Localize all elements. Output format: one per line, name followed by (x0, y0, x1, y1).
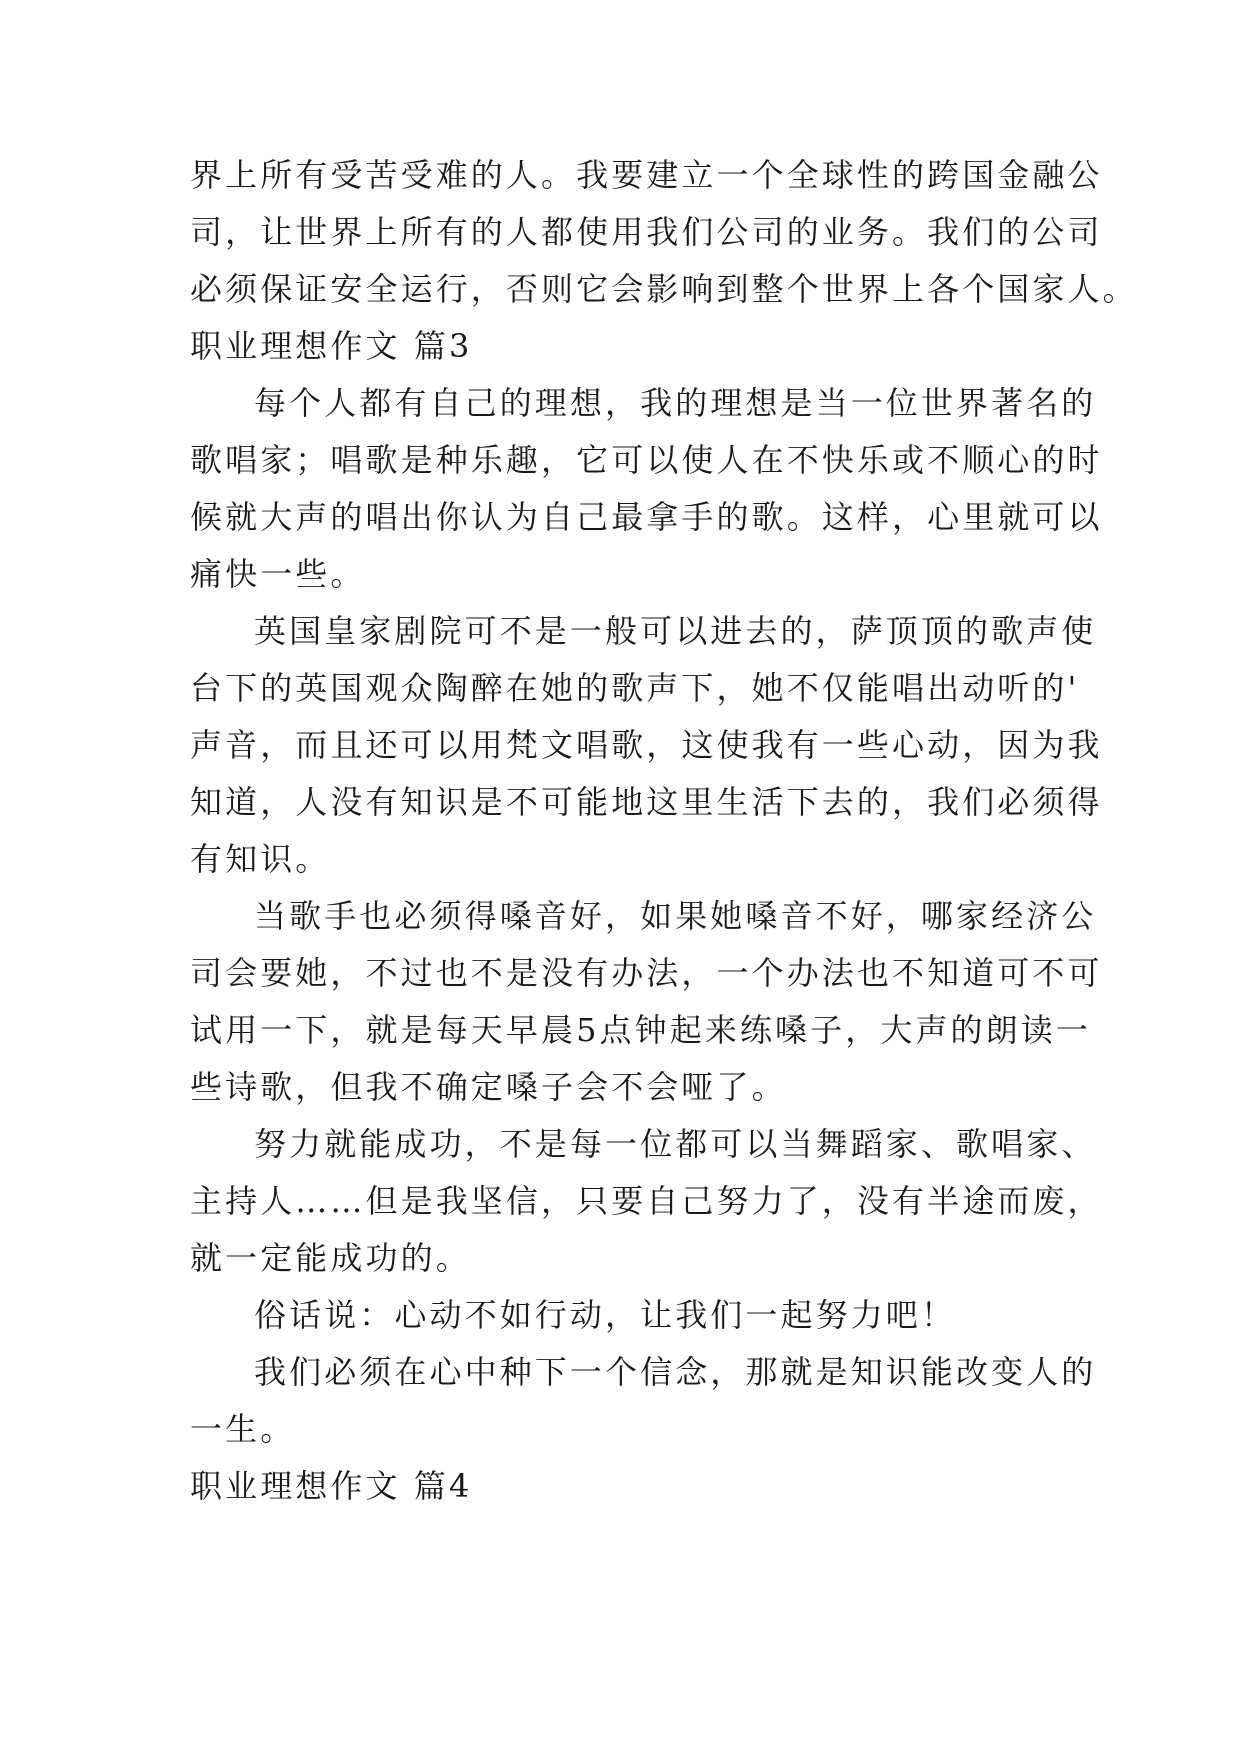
text-line: 有知识。 (190, 840, 331, 878)
text-line: 一生。 (190, 1410, 296, 1448)
paragraph-start: 我们必须在心中种下一个信念，那就是知识能改变人的 (254, 1353, 1097, 1391)
text-line: 司，让世界上所有的人都使用我们公司的业务。我们的公司 (190, 213, 1103, 251)
text-line: 主持人……但是我坚信，只要自己努力了，没有半途而废， (190, 1182, 1103, 1220)
text-line: 知道，人没有知识是不可能地这里生活下去的，我们必须得 (190, 783, 1103, 821)
text-line: 候就大声的唱出你认为自己最拿手的歌。这样，心里就可以 (190, 498, 1103, 536)
section-heading: 职业理想作文 篇3 (190, 327, 473, 365)
text-line: 司会要她，不过也不是没有办法，一个办法也不知道可不可 (190, 954, 1103, 992)
text-line: 必须保证安全运行，否则它会影响到整个世界上各个国家人。 (190, 270, 1138, 308)
text-line: 界上所有受苦受难的人。我要建立一个全球性的跨国金融公 (190, 156, 1103, 194)
paragraph-start: 当歌手也必须得嗓音好，如果她嗓音不好，哪家经济公 (254, 897, 1097, 935)
text-line: 些诗歌，但我不确定嗓子会不会哑了。 (190, 1068, 787, 1106)
text-line: 台下的英国观众陶醉在她的歌声下，她不仅能唱出动听的' (190, 669, 1080, 707)
text-line: 歌唱家；唱歌是种乐趣，它可以使人在不快乐或不顺心的时 (190, 441, 1103, 479)
text-line: 声音，而且还可以用梵文唱歌，这使我有一些心动，因为我 (190, 726, 1103, 764)
paragraph-start: 俗话说：心动不如行动，让我们一起努力吧！ (254, 1296, 957, 1334)
paragraph-start: 每个人都有自己的理想，我的理想是当一位世界著名的 (254, 384, 1097, 422)
text-line: 试用一下，就是每天早晨5点钟起来练嗓子，大声的朗读一 (190, 1011, 1091, 1049)
paragraph-start: 努力就能成功，不是每一位都可以当舞蹈家、歌唱家、 (254, 1125, 1097, 1163)
section-heading: 职业理想作文 篇4 (190, 1467, 473, 1505)
text-line: 就一定能成功的。 (190, 1239, 471, 1277)
paragraph-start: 英国皇家剧院可不是一般可以进去的，萨顶顶的歌声使 (254, 612, 1097, 650)
text-line: 痛快一些。 (190, 555, 366, 593)
